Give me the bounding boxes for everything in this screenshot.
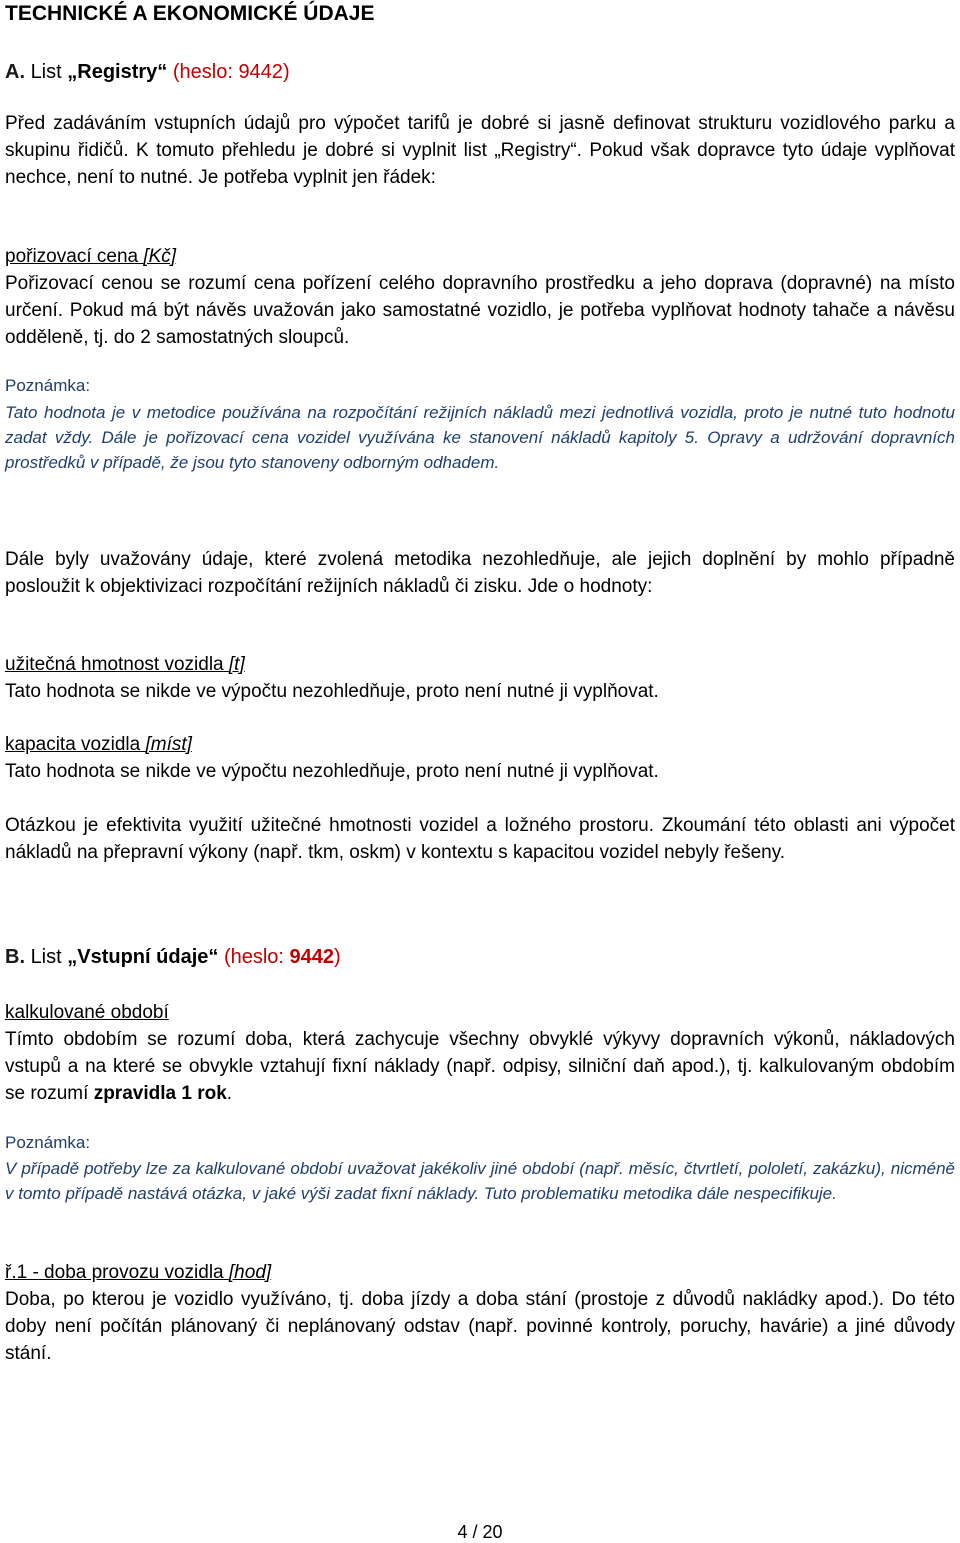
section-b-password-open: (heslo: [223,946,284,968]
section-a-heading [5,59,290,85]
period-text-after: . [226,1083,233,1104]
period-text-before: Tímto obdobím se rozumí doba, která zachycuje všechny obvyklé výkyvy dopravních výkonů, nákladových vstupů a na které se obvykle vztahují fixní náklady (např. odpisy, silniční daň apod.), tj. kalkulovaným obdobím se rozumí [5,1029,955,1104]
row1-term [5,1260,271,1286]
row1-term-label: ř.1 - doba provozu vozidla [5,1262,224,1283]
period-text-bold: zpravidla 1 rok [93,1083,227,1104]
section-b-note-text: V případě potřeby lze za kalkulované období uvažovat jakékoliv jiné období (např. měsíc, čtvrtletí, pololetí, zakázku), nicméně v tomto případě nastává otázka, v jaké výši zadat fixní náklady. Tuto problematiku metodika dále nespecifikuje. [5,1159,955,1203]
row1-text: Doba, po kterou je vozidlo využíváno, tj. doba jízdy a doba stání (prostoje z důvodů nakládky apod.). Do této doby není počítán plánovaný či neplánovaný odstav (např. povinné kontroly, poruchy, havárie) a jiné důvody stání. [5,1289,955,1364]
capacity-unit: [míst] [145,734,192,755]
section-a-password-close: ) [282,61,290,83]
section-a-sheet-word: List [30,61,62,83]
section-b-sheet-name: „Vstupní údaje“ [67,946,219,968]
section-a-note-label: Poznámka: [5,376,91,395]
capacity-term-label: kapacita vozidla [5,734,141,755]
section-b-heading [5,944,341,970]
capacity-text: Tato hodnota se nikde ve výpočtu nezohledňuje, proto není nutné ji vyplňovat. [5,761,659,782]
section-b-letter: B. [5,946,25,968]
payload-unit: [t] [228,654,245,675]
section-a-sheet-name: „Registry“ [67,61,168,83]
section-a-intro: Před zadáváním vstupních údajů pro výpočet tarifů je dobré si jasně definovat strukturu vozidlového parku a skupinu řidičů. K tomuto přehledu je dobré si vyplnit list „Registry“. Pokud však dopravce tyto údaje vyplňovat nechce, není to nutné. Je potřeba vyplnit jen řádek: [5,113,955,188]
section-a-password-open: (heslo: [172,61,233,83]
payload-term [5,652,245,678]
other-data-paragraph: Dále byly uvažovány údaje, které zvolená metodika nezohledňuje, ale jejich doplnění by mohlo případně posloužit k objektivizaci rozpočítání režijních nákladů či zisku. Jde o hodnoty: [5,549,955,597]
row1-unit: [hod] [228,1262,272,1283]
section-b-password: 9442 [289,946,335,968]
section-a-password: 9442 [238,61,283,83]
payload-text: Tato hodnota se nikde ve výpočtu nezohledňuje, proto není nutné ji vyplňovat. [5,681,659,702]
purchase-price-unit: [Kč] [143,246,177,267]
purchase-price-text: Pořizovací cenou se rozumí cena pořízení celého dopravního prostředku a jeho doprava (dopravné) na místo určení. Pokud má být návěs uvažován jako samostatné vozidlo, je potřeba vyplňovat hodnoty tahače a návěsu odděleně, tj. do 2 samostatných sloupců. [5,273,955,348]
section-a-note-text: Tato hodnota je v metodice používána na rozpočítání režijních nákladů mezi jednotlivá vozidla, proto je nutné tuto hodnotu zadat vždy. Dále je pořizovací cena vozidel využívána ke stanovení nákladů kapitoly 5. Opravy a udržování dopravních prostředků v případě, že jsou tyto stanoveny odborným odhadem. [5,403,955,472]
capacity-term [5,732,192,758]
period-text [5,1026,955,1107]
period-term: kalkulované období [5,1002,169,1023]
purchase-price-term-label: pořizovací cena [5,246,139,267]
section-b-note-label: Poznámka: [5,1133,91,1152]
section-a-letter: A. [5,61,25,83]
section-b-sheet-word: List [30,946,62,968]
purchase-price-term [5,244,176,270]
document-title: TECHNICKÉ A EKONOMICKÉ ÚDAJE [5,2,375,25]
payload-term-label: užitečná hmotnost vozidla [5,654,224,675]
page-number: 4 / 20 [457,1522,503,1542]
section-b-password-close: ) [334,946,341,968]
efficiency-paragraph: Otázkou je efektivita využití užitečné hmotnosti vozidel a ložného prostoru. Zkoumání této oblasti ani výpočet nákladů na přepravní výkony (např. tkm, oskm) v kontextu s kapacitou vozidel nebyly řešeny. [5,815,955,863]
